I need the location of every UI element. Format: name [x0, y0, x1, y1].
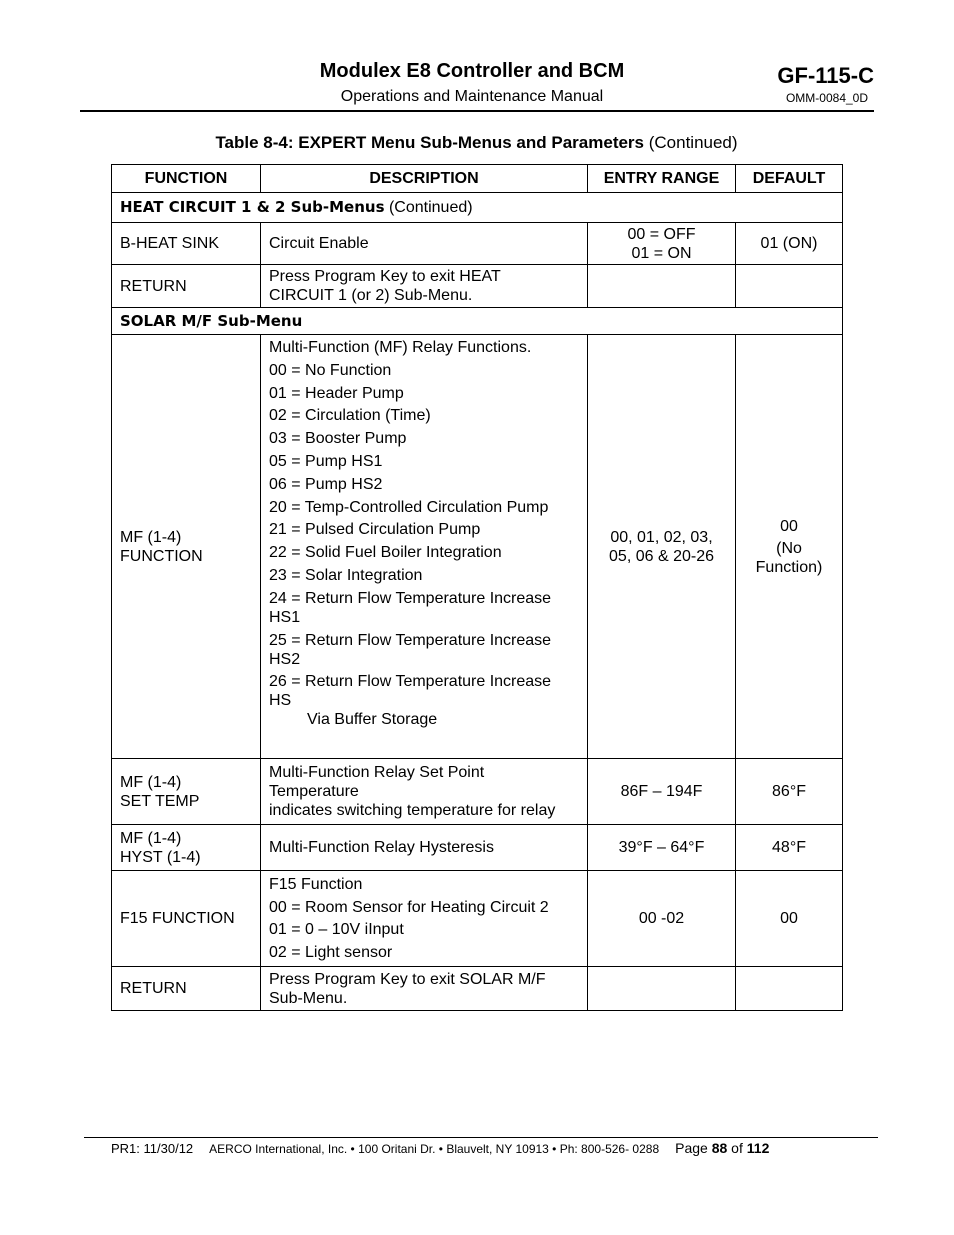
- default-line: Function): [755, 558, 823, 576]
- section-solar: [112, 308, 843, 335]
- list-item: F15 Function: [269, 875, 363, 893]
- cell-default: [736, 265, 843, 308]
- list-item-line: HS1: [269, 608, 301, 626]
- cell-function: B-HEAT SINK: [112, 223, 261, 265]
- list-item: 06 = Pump HS2: [269, 475, 383, 493]
- list-item-line: HS: [269, 692, 292, 710]
- header-default: DEFAULT: [736, 165, 843, 193]
- document-subtitle: Operations and Maintenance Manual: [340, 88, 604, 105]
- range-line: 05, 06 & 20-26: [609, 547, 714, 565]
- cell-entry-range: [588, 223, 736, 265]
- table-row: [112, 335, 843, 759]
- cell-description: [261, 871, 588, 967]
- cell-description: Circuit Enable: [261, 223, 588, 265]
- function-line: HYST (1-4): [120, 848, 201, 866]
- table-row: [112, 967, 843, 1011]
- cell-description: [261, 759, 588, 825]
- default-line: (No: [776, 539, 802, 557]
- page-total: 112: [746, 1140, 770, 1156]
- function-line: MF (1-4): [120, 528, 182, 546]
- cell-description: [261, 335, 588, 759]
- cell-entry-range: [588, 967, 736, 1011]
- list-item: 01 = 0 – 10V iInput: [269, 921, 404, 939]
- list-item-line: 26 = Return Flow Temperature Increase: [269, 673, 552, 691]
- header-divider: [80, 110, 874, 112]
- function-line: SET TEMP: [120, 792, 200, 810]
- list-item-line: Via Buffer Storage: [307, 711, 438, 729]
- table-row: [112, 759, 843, 825]
- cell-entry-range: [588, 335, 736, 759]
- section-continued: (Continued): [384, 199, 473, 216]
- cell-description: Multi-Function Relay Hysteresis: [261, 825, 588, 871]
- list-item: Multi-Function (MF) Relay Functions.: [269, 339, 532, 356]
- table-row: [112, 871, 843, 967]
- page-of: of: [727, 1140, 747, 1156]
- parameters-table: [111, 164, 843, 1011]
- section-title: SOLAR M/F Sub-Menu: [120, 311, 303, 330]
- header-entry-range: ENTRY RANGE: [588, 165, 736, 193]
- page-current: 88: [711, 1140, 728, 1156]
- list-item: 22 = Solid Fuel Boiler Integration: [269, 544, 502, 562]
- list-item: 23 = Solar Integration: [269, 566, 423, 584]
- cell-description: [261, 967, 588, 1011]
- function-line: MF (1-4): [120, 773, 182, 791]
- cell-default: [736, 335, 843, 759]
- caption-continued: (Continued): [644, 133, 738, 152]
- function-line: FUNCTION: [120, 547, 203, 565]
- list-item: 00 = Room Sensor for Heating Circuit 2: [269, 898, 549, 916]
- cell-description: [261, 265, 588, 308]
- list-item: 05 = Pump HS1: [269, 452, 383, 470]
- header-description: DESCRIPTION: [261, 165, 588, 193]
- cell-entry-range: 39°F – 64°F: [588, 825, 736, 871]
- cell-default: 48°F: [736, 825, 843, 871]
- document-revision: OMM-0084_0D: [785, 91, 868, 105]
- section-heat-circuit: [112, 193, 843, 223]
- page-prefix: Page: [675, 1140, 712, 1156]
- cell-function: [112, 825, 261, 871]
- table-caption: [111, 133, 842, 153]
- cell-entry-range: 00 -02: [588, 871, 736, 967]
- header-function: FUNCTION: [112, 165, 261, 193]
- table-row: [112, 265, 843, 308]
- list-item: [269, 672, 579, 729]
- list-item-line: 24 = Return Flow Temperature Increase: [269, 589, 552, 607]
- list-item-line: HS2: [269, 650, 301, 668]
- list-item: [269, 589, 579, 627]
- document-title: Modulex E8 Controller and BCM: [319, 60, 625, 82]
- cell-function: RETURN: [112, 967, 261, 1011]
- cell-default: 86°F: [736, 759, 843, 825]
- description-line: Multi-Function Relay Set Point: [269, 764, 485, 781]
- range-line: 00 = OFF: [627, 225, 696, 243]
- caption-title: Table 8-4: EXPERT Menu Sub-Menus and Parameters: [215, 133, 644, 152]
- table-row: [112, 825, 843, 871]
- description-line: CIRCUIT 1 (or 2) Sub-Menu.: [269, 287, 473, 304]
- cell-function: [112, 759, 261, 825]
- cell-default: 00: [736, 871, 843, 967]
- footer-company: AERCO International, Inc. • 100 Oritani Dr. • Blauvelt, NY 10913 • Ph: 800-526- 0288: [209, 1142, 660, 1156]
- cell-function: RETURN: [112, 265, 261, 308]
- cell-function: [112, 335, 261, 759]
- list-item: 21 = Pulsed Circulation Pump: [269, 521, 481, 539]
- footer-revision-date: PR1: 11/30/12: [111, 1141, 194, 1156]
- default-line: 00: [780, 517, 798, 535]
- cell-entry-range: [588, 265, 736, 308]
- list-item: 20 = Temp-Controlled Circulation Pump: [269, 498, 549, 516]
- range-line: 00, 01, 02, 03,: [610, 528, 713, 546]
- list-item: [269, 631, 579, 669]
- section-row-solar: [112, 308, 843, 335]
- cell-default: [736, 967, 843, 1011]
- page-footer: [111, 1140, 769, 1156]
- description-line: Sub-Menu.: [269, 989, 348, 1007]
- list-item: 01 = Header Pump: [269, 384, 404, 402]
- description-line: indicates switching temperature for relay: [269, 802, 556, 819]
- range-line: 01 = ON: [631, 244, 692, 262]
- section-title: HEAT CIRCUIT 1 & 2 Sub-Menus: [120, 198, 385, 216]
- cell-default: 01 (ON): [736, 223, 843, 265]
- document-number: GF-115-C: [777, 63, 874, 88]
- description-line: Press Program Key to exit HEAT: [269, 268, 501, 285]
- table-header-row: [112, 165, 843, 193]
- page-number: [675, 1140, 769, 1156]
- cell-entry-range: 86F – 194F: [588, 759, 736, 825]
- list-item-line: 25 = Return Flow Temperature Increase: [269, 631, 552, 649]
- cell-function: F15 FUNCTION: [112, 871, 261, 967]
- function-options-list: [269, 338, 579, 729]
- f15-options-list: [269, 875, 579, 962]
- table-row: [112, 223, 843, 265]
- list-item: 00 = No Function: [269, 361, 392, 379]
- footer-divider: [84, 1137, 878, 1138]
- list-item: 02 = Circulation (Time): [269, 407, 431, 425]
- section-row-heat-circuit: [112, 193, 843, 223]
- list-item: 03 = Booster Pump: [269, 430, 407, 448]
- description-line: Press Program Key to exit SOLAR M/F: [269, 970, 546, 988]
- function-line: MF (1-4): [120, 829, 182, 847]
- description-line: Temperature: [269, 783, 359, 800]
- list-item: 02 = Light sensor: [269, 944, 393, 962]
